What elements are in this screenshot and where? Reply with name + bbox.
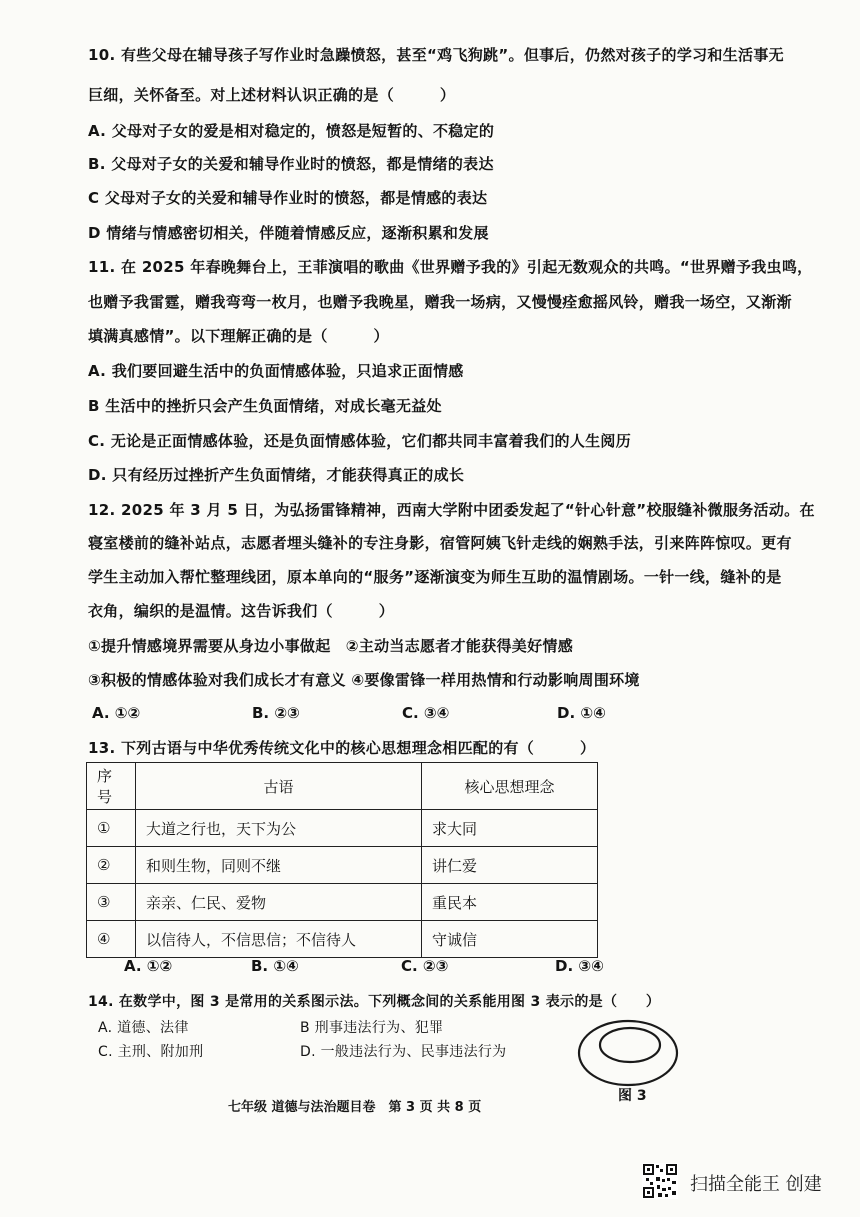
table-cell-concept: 守诚信 [422,921,598,958]
table-cell-saying: 亲亲、仁民、爱物 [136,884,422,921]
q12-statements-line1: ①提升情感境界需要从身边小事做起 ②主动当志愿者才能获得美好情感 [88,637,574,655]
qr-code-icon [642,1163,678,1199]
scanner-watermark: 扫描全能王 创建 [690,1174,822,1195]
table-cell-saying: 以信待人，不信思信；不信待人 [136,921,422,958]
table-header-concept: 核心思想理念 [422,763,598,810]
table-cell-index: ③ [87,884,136,921]
q13-choice-a: A. ①② [124,957,173,975]
table-row [87,810,598,847]
table-row [87,847,598,884]
table-header-index: 序号 [87,763,136,810]
page-footer: 七年级 道德与法治题目卷 第 3 页 共 8 页 [228,1100,482,1115]
table-cell-index: ④ [87,921,136,958]
q14-option-d: D. 一般违法行为、民事违法行为 [300,1044,507,1060]
q11-option-b: B 生活中的挫折只会产生负面情绪，对成长毫无益处 [88,397,442,415]
q10-stem-line1: 10. 有些父母在辅导孩子写作业时急躁愤怒，甚至“鸡飞狗跳”。但事后，仍然对孩子的学习和生活事无 [88,46,784,64]
q13-stem: 13. 下列古语与中华优秀传统文化中的核心思想理念相匹配的有（ ） [88,739,596,757]
q11-stem-line1: 11. 在 2025 年春晚舞台上，王菲演唱的歌曲《世界赠予我的》引起无数观众的共鸣。“世界赠予我虫鸣， [88,258,813,276]
table-cell-saying: 和则生物，同则不继 [136,847,422,884]
q10-option-d: D 情绪与情感密切相关，伴随着情感反应，逐渐积累和发展 [88,224,489,242]
table-cell-concept: 求大同 [422,810,598,847]
q11-option-a: A. 我们要回避生活中的负面情感体验，只追求正面情感 [88,362,464,380]
table-header-saying: 古语 [136,763,422,810]
table-cell-index: ① [87,810,136,847]
q12-statements-line2: ③积极的情感体验对我们成长才有意义 ④要像雷锋一样用热情和行动影响周围环境 [88,671,640,689]
table-cell-concept: 讲仁爱 [422,847,598,884]
q12-choice-d: D. ①④ [557,704,606,722]
q12-stem-line3: 学生主动加入帮忙整理线团，原本单向的“服务”逐渐演变为师生互助的温情剧场。一针一线，缝补的是 [88,568,782,586]
q12-choice-b: B. ②③ [252,704,300,722]
q11-option-d: D. 只有经历过挫折产生负面情绪，才能获得真正的成长 [88,466,465,484]
q10-option-a: A. 父母对子女的爱是相对稳定的，愤怒是短暂的、不稳定的 [88,122,495,140]
table-header-row [87,763,598,810]
q11-stem-line3: 填满真感情”。以下理解正确的是（ ） [88,327,389,345]
q14-stem: 14. 在数学中，图 3 是常用的关系图示法。下列概念间的关系能用图 3 表示的是（ ） [88,994,661,1010]
q14-option-c: C. 主刑、附加刑 [98,1044,204,1060]
q14-option-a: A. 道德、法律 [98,1020,189,1036]
q10-option-b: B. 父母对子女的关爱和辅导作业时的愤怒，都是情绪的表达 [88,155,494,173]
q13-choice-b: B. ①④ [251,957,299,975]
figure-3-nested-ellipses [576,1018,680,1088]
table-row [87,921,598,958]
table-cell-index: ② [87,847,136,884]
q10-option-c: C 父母对子女的关爱和辅导作业时的愤怒，都是情感的表达 [88,189,488,207]
q12-choice-c: C. ③④ [402,704,450,722]
outer-ellipse [579,1021,677,1085]
table-cell-concept: 重民本 [422,884,598,921]
table-row [87,884,598,921]
q13-choice-d: D. ③④ [555,957,604,975]
q10-stem-line2: 巨细，关怀备至。对上述材料认识正确的是（ ） [88,86,456,104]
q12-stem-line2: 寝室楼前的缝补站点，志愿者埋头缝补的专注身影，宿管阿姨飞针走线的娴熟手法，引来阵阵惊叹。更有 [88,534,792,552]
q11-stem-line2: 也赠予我雷霆，赠我弯弯一枚月，也赠予我晚星，赠我一场病，又慢慢痊愈摇风铃，赠我一场空，又渐渐 [88,293,792,311]
q13-table [86,762,598,958]
q12-stem-line1: 12. 2025 年 3 月 5 日，为弘扬雷锋精神，西南大学附中团委发起了“针心针意”校服缝补微服务活动。在 [88,501,815,519]
q14-option-b: B 刑事违法行为、犯罪 [300,1020,444,1036]
q11-option-c: C. 无论是正面情感体验，还是负面情感体验，它们都共同丰富着我们的人生阅历 [88,432,632,450]
q13-choice-c: C. ②③ [401,957,449,975]
q12-stem-line4: 衣角，编织的是温情。这告诉我们（ ） [88,602,395,620]
q12-choice-a: A. ①② [92,704,141,722]
figure-3-label: 图 3 [618,1088,647,1104]
inner-ellipse [600,1028,660,1062]
table-cell-saying: 大道之行也，天下为公 [136,810,422,847]
